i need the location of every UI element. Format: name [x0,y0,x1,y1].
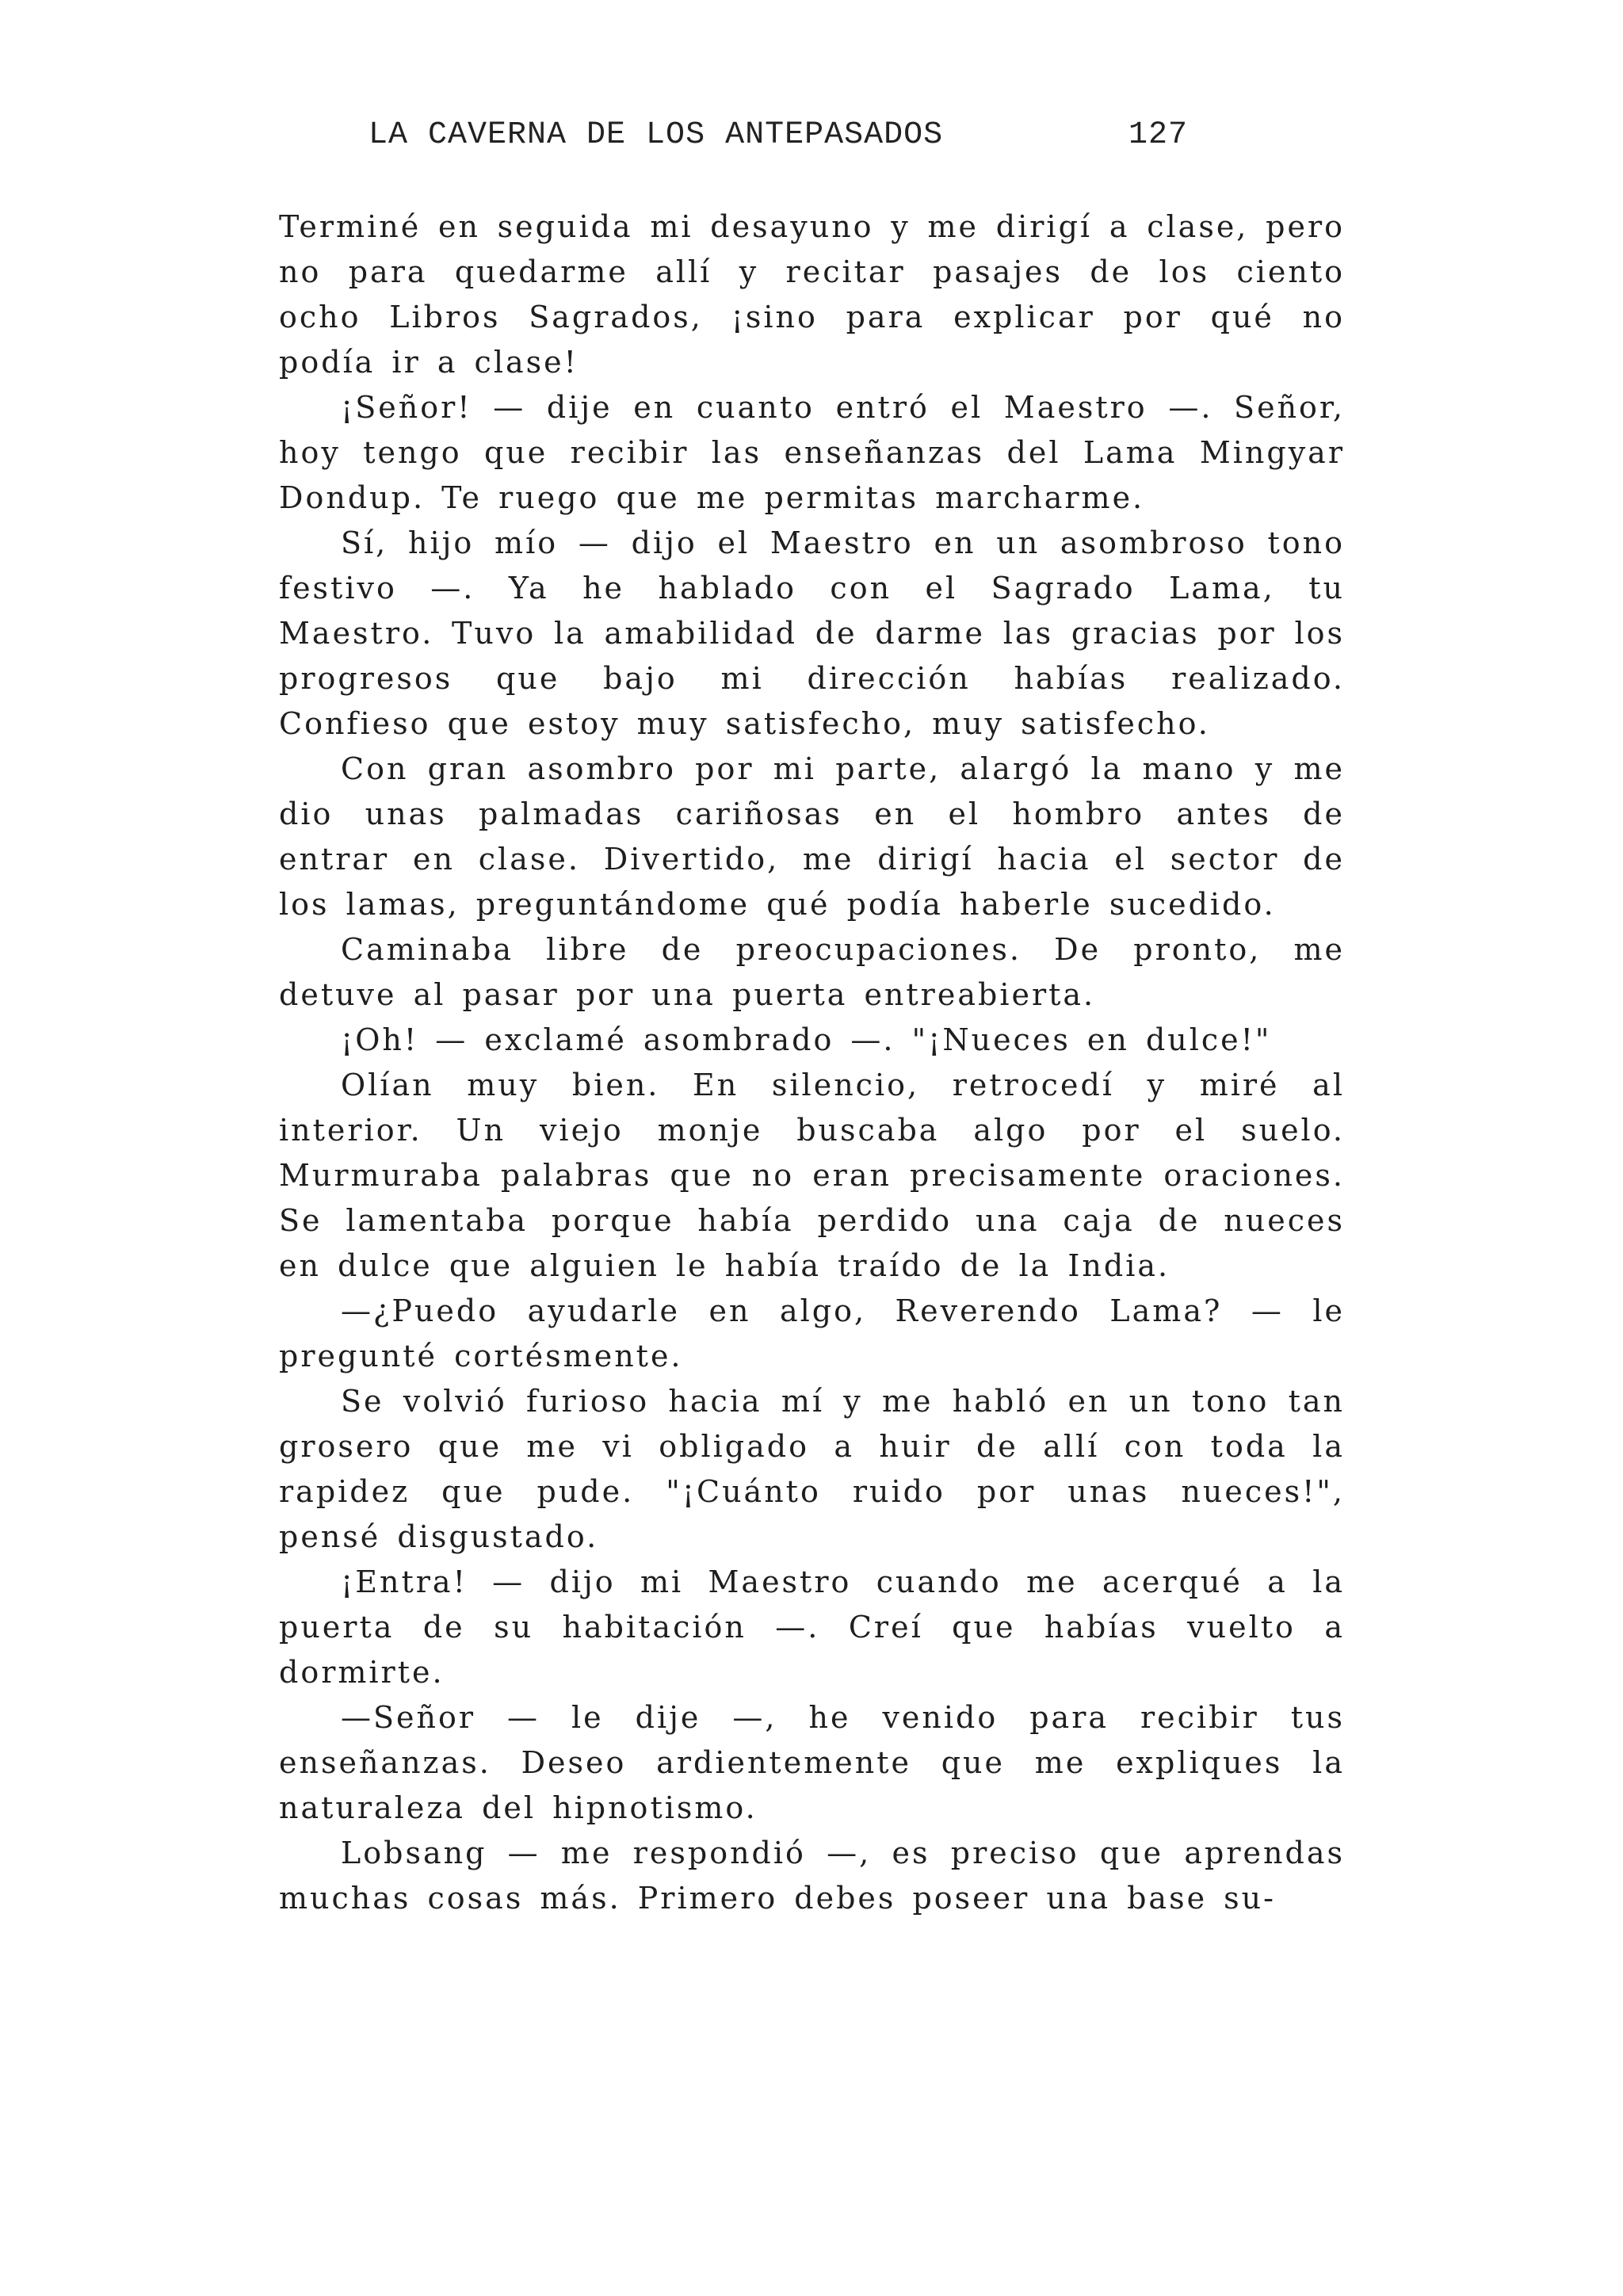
paragraph: Caminaba libre de preocupaciones. De pronto, me detuve al pasar por una puerta entreabierta. [279,932,1345,1012]
paragraph: Se volvió furioso hacia mí y me habló en un tono tan grosero que me vi obligado a huir de allí con toda la rapidez que pude. "¡Cuánto ruido por unas nueces!", pensé disgustado. [279,1384,1345,1554]
paragraph: —¿Puedo ayudarle en algo, Reverendo Lama? — le pregunté cortésmente. [279,1293,1345,1373]
paragraph: ¡Entra! — dijo mi Maestro cuando me acerqué a la puerta de su habitación —. Creí que habías vuelto a dormirte. [279,1564,1345,1690]
page-header [0,117,1623,165]
paragraph: Con gran asombro por mi parte, alargó la mano y me dio unas palmadas cariñosas en el hombro antes de entrar en clase. Divertido, me dirigí hacia el sector de los lamas, preguntándome qué podía haberle sucedido. [279,751,1345,922]
paragraph: Olían muy bien. En silencio, retrocedí y miré al interior. Un viejo monje buscaba algo por el suelo. Murmuraba palabras que no eran precisamente oraciones. Se lamentaba porque había perdido una caja de nueces en dulce que alguien le había traído de la India. [279,1068,1345,1283]
paragraph: Lobsang — me respondió —, es preciso que aprendas muchas cosas más. Primero debes poseer una base su- [279,1836,1345,1916]
running-title: LA CAVERNA DE LOS ANTEPASADOS [369,117,944,153]
paragraph: ¡Señor! — dije en cuanto entró el Maestro —. Señor, hoy tengo que recibir las enseñanzas del Lama Mingyar Dondup. Te ruego que me permitas marcharme. [279,390,1345,515]
page-number: 127 [1128,117,1189,153]
paragraph: Terminé en seguida mi desayuno y me dirigí a clase, pero no para quedarme allí y recitar pasajes de los ciento ocho Libros Sagrados, ¡sino para explicar por qué no podía ir a clase! [279,209,1345,380]
paragraph: ¡Oh! — exclamé asombrado —. "¡Nueces en dulce!" [341,1022,1272,1057]
paragraph: —Señor — le dije —, he venido para recibir tus enseñanzas. Deseo ardientemente que me expliques la naturaleza del hipnotismo. [279,1700,1345,1825]
body-text [279,204,1345,1921]
paragraph: Sí, hijo mío — dijo el Maestro en un asombroso tono festivo —. Ya he hablado con el Sagrado Lama, tu Maestro. Tuvo la amabilidad de darme las gracias por los progresos que bajo mi dirección habías realizado. Confieso que estoy muy satisfecho, muy satisfecho. [279,525,1345,741]
